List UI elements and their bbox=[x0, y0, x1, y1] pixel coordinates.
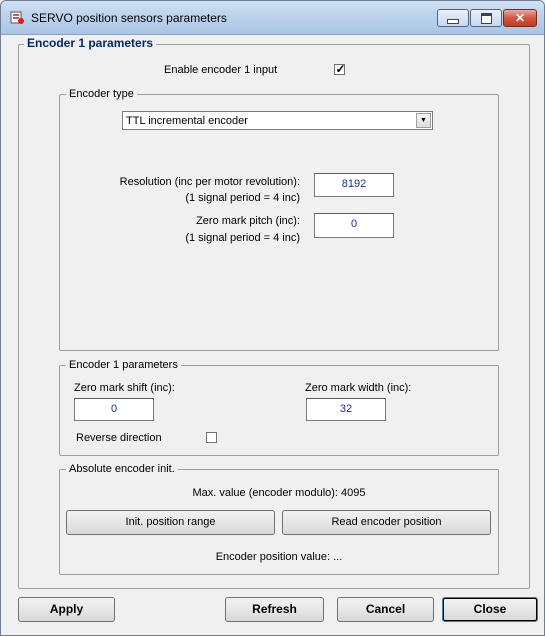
zero-pitch-input[interactable]: 0 bbox=[314, 213, 394, 238]
zero-pitch-label: Zero mark pitch (inc): bbox=[196, 215, 300, 227]
resolution-label: Resolution (inc per motor revolution): bbox=[119, 176, 300, 188]
window-title: SERVO position sensors parameters bbox=[31, 11, 227, 25]
read-encoder-position-button[interactable]: Read encoder position bbox=[282, 510, 491, 535]
maximize-button[interactable] bbox=[470, 9, 502, 27]
zero-pitch-sublabel: (1 signal period = 4 inc) bbox=[185, 232, 300, 244]
title-bar[interactable] bbox=[1, 1, 544, 35]
reverse-direction-label: Reverse direction bbox=[76, 432, 162, 444]
maximize-icon bbox=[471, 10, 501, 26]
reverse-direction-checkbox[interactable] bbox=[206, 432, 217, 443]
close-icon: ✕ bbox=[514, 11, 526, 25]
cancel-button[interactable]: Cancel bbox=[337, 597, 434, 622]
resolution-sublabel: (1 signal period = 4 inc) bbox=[185, 192, 300, 204]
encoder-params-legend: Encoder 1 parameters bbox=[66, 359, 181, 372]
refresh-button[interactable]: Refresh bbox=[225, 597, 324, 622]
max-value-text: Max. value (encoder modulo): 4095 bbox=[192, 487, 366, 499]
encoder-type-legend: Encoder type bbox=[66, 88, 137, 101]
close-window-button[interactable] bbox=[503, 9, 537, 27]
zero-width-label: Zero mark width (inc): bbox=[305, 382, 412, 394]
check-mark-icon: ✓ bbox=[335, 62, 346, 76]
encoder-position-text: Encoder position value: ... bbox=[215, 551, 343, 563]
close-button[interactable]: Close bbox=[442, 597, 538, 622]
servo-app-icon bbox=[10, 10, 25, 25]
encoder-type-select[interactable] bbox=[122, 111, 433, 130]
zero-shift-label: Zero mark shift (inc): bbox=[74, 382, 175, 394]
minimize-button[interactable] bbox=[437, 9, 469, 27]
zero-width-input[interactable]: 32 bbox=[306, 398, 386, 421]
enable-encoder-label: Enable encoder 1 input bbox=[164, 64, 278, 76]
encoder-type-selected: TTL incremental encoder bbox=[126, 115, 248, 127]
init-position-range-button[interactable]: Init. position range bbox=[66, 510, 275, 535]
outer-group-legend: Encoder 1 parameters bbox=[24, 37, 156, 50]
apply-button[interactable]: Apply bbox=[18, 597, 115, 622]
absolute-init-legend: Absolute encoder init. bbox=[66, 463, 178, 476]
resolution-input[interactable]: 8192 bbox=[314, 173, 394, 197]
enable-encoder-checkbox[interactable] bbox=[334, 64, 345, 75]
minimize-icon bbox=[438, 10, 468, 26]
chevron-down-icon[interactable]: ▼ bbox=[416, 113, 431, 128]
zero-shift-input[interactable]: 0 bbox=[74, 398, 154, 421]
